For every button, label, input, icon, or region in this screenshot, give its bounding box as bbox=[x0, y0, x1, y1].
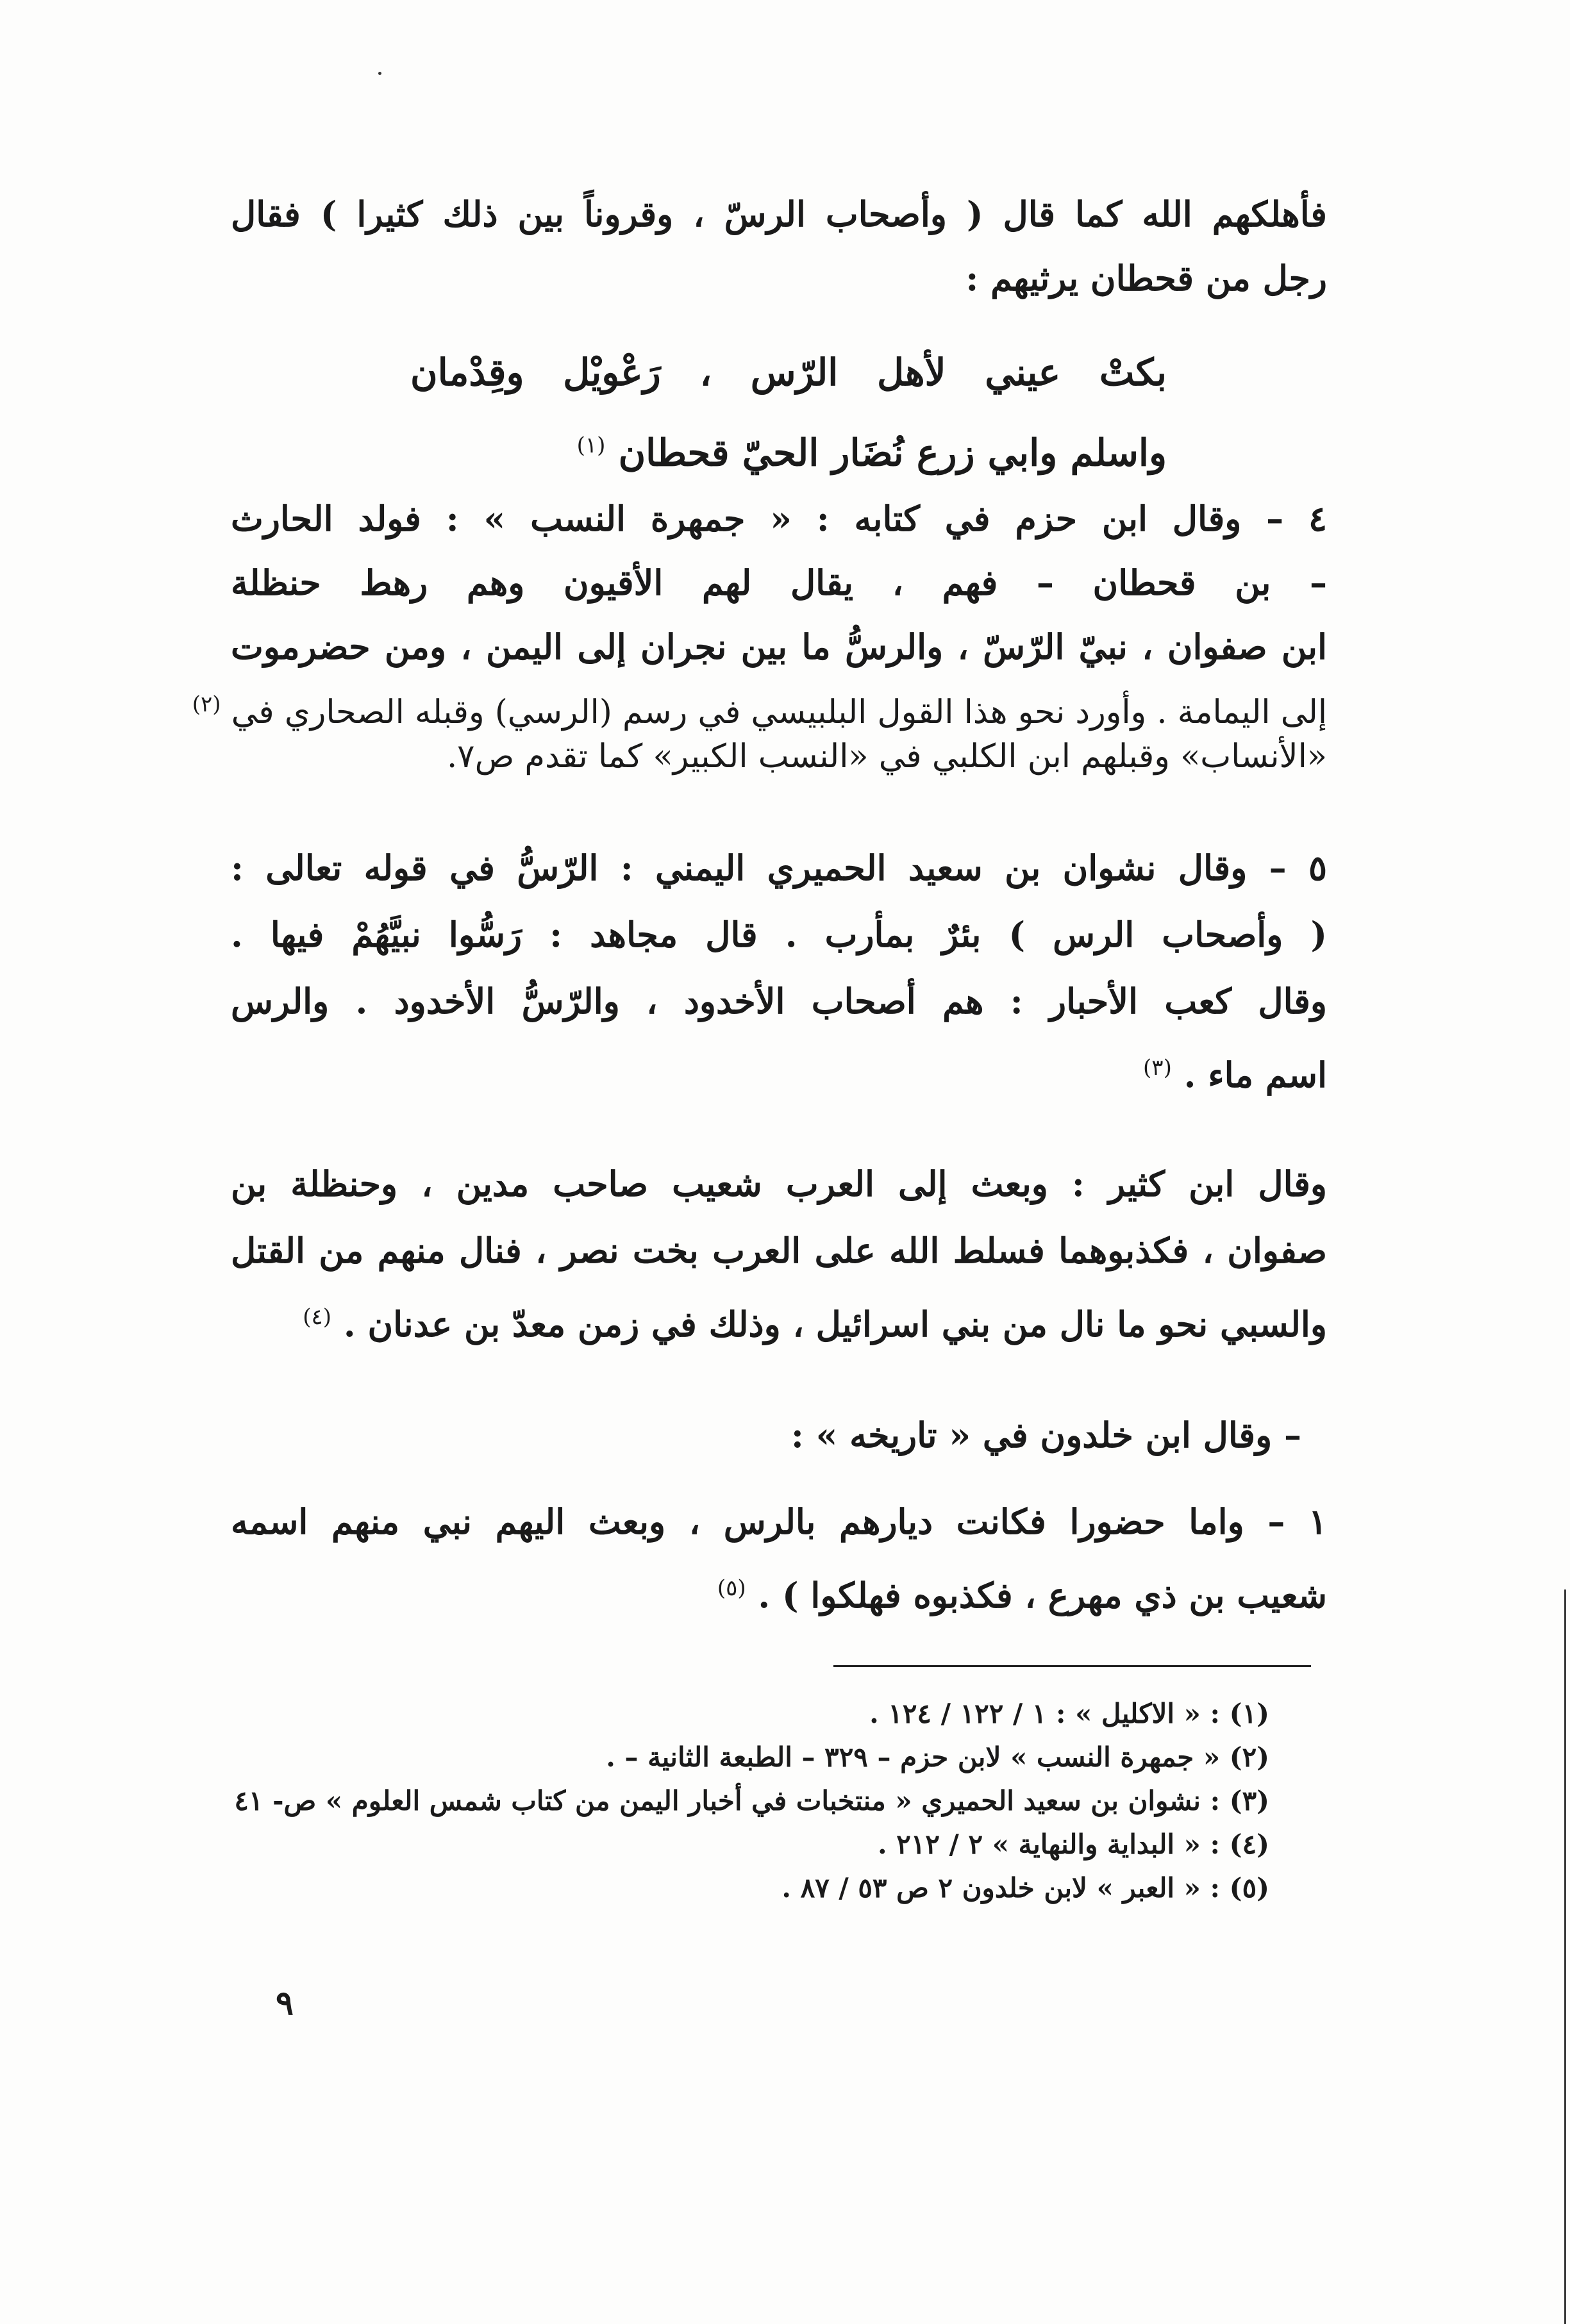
text-line: ( وأصحاب الرس ) بئرٌ بمأرب . قال مجاهد : رَسُّوا نبيَّهُمْ فيها . bbox=[231, 914, 1327, 955]
footnote-4: (٤) : « البداية والنهاية » ٢ / ٢١٢ . bbox=[878, 1829, 1269, 1860]
footnote-marker-4: (٤) bbox=[303, 1304, 332, 1330]
footnote-marker-1: (١) bbox=[576, 433, 606, 458]
scan-speck bbox=[378, 72, 381, 75]
footnote-1: (١) : « الاكليل » : ١ / ١٢٢ / ١٢٤ . bbox=[869, 1698, 1269, 1729]
footnote-marker-2: (٢) bbox=[192, 692, 221, 717]
text-line: فأهلكهم الله كما قال ( وأصحاب الرسّ ، وقروناً بين ذلك كثيرا ) فقال bbox=[231, 194, 1327, 235]
text-run: اسم ماء . bbox=[1183, 1054, 1327, 1095]
footnote-5: (٥) : « العبر » لابن خلدون ٢ ص ٥٣ / ٨٧ . bbox=[781, 1872, 1269, 1904]
text-line bbox=[231, 1563, 1327, 1616]
text-run: والسبي نحو ما نال من بني اسرائيل ، وذلك في زمن معدّ بن عدنان . bbox=[343, 1304, 1327, 1345]
footnote-marker-5: (٥) bbox=[717, 1575, 746, 1601]
footnotes bbox=[231, 1692, 1269, 1910]
text-line: صفوان ، فكذبوهما فسلط الله على العرب بخت نصر ، فنال منهم من القتل bbox=[231, 1230, 1327, 1271]
text-line: وقال كعب الأحبار : هم أصحاب الأخدود ، والرّسُّ الأخدود . والرس bbox=[231, 981, 1327, 1022]
text-line: وقال ابن كثير : وبعث إلى العرب شعيب صاحب مدين ، وحنظلة بن bbox=[231, 1163, 1327, 1204]
verse-line bbox=[410, 416, 1167, 475]
text-line: ابن صفوان ، نبيّ الرّسّ ، والرسُّ ما بين نجران إلى اليمن ، ومن حضرموت bbox=[231, 626, 1327, 667]
footnote-3: (٣) : نشوان بن سعيد الحميري « منتخبات في أخبار اليمن من كتاب شمس العلوم » ص- ٤١ bbox=[234, 1785, 1269, 1816]
page-number: ٩ bbox=[276, 1984, 294, 2023]
footnote-marker-3: (٣) bbox=[1143, 1055, 1172, 1081]
paragraph-5 bbox=[231, 1410, 1327, 1460]
text-line bbox=[231, 1292, 1327, 1345]
text-run: إلى اليمامة . وأورد نحو هذا القول البلبيسي في رسم (الرسي) وقبله الصحاري في bbox=[231, 693, 1327, 731]
paragraph-1 bbox=[231, 189, 1327, 303]
footnote-2: (٢) « جمهرة النسب » لابن حزم – ٣٢٩ – الطبعة الثانية – . bbox=[606, 1741, 1269, 1773]
text-run: شعيب بن ذي مهرع ، فكذبوه فهلكوا ) . bbox=[758, 1575, 1327, 1616]
paragraph-2 bbox=[192, 494, 1327, 782]
text-line: – بن قحطان – فهم ، يقال لهم الأقيون وهم رهط حنظلة bbox=[231, 562, 1327, 603]
text-line: ٥ – وقال نشوان بن سعيد الحميري اليمني : الرّسُّ في قوله تعالى : bbox=[231, 847, 1327, 888]
text-line: رجل من قحطان يرثيهم : bbox=[965, 258, 1327, 299]
paragraph-3 bbox=[231, 843, 1327, 1093]
verse-line: بكتْ عيني لأهل الرّس ، رَعْويْل وقِدْمان bbox=[410, 351, 1167, 394]
footnote-separator bbox=[833, 1665, 1311, 1667]
text-line bbox=[192, 679, 1327, 731]
poem-verse bbox=[410, 343, 1167, 475]
text-line bbox=[231, 1043, 1327, 1093]
scan-edge-line bbox=[1564, 1589, 1566, 2324]
verse-text: واسلم وابي زرع نُضَار الحيّ قحطان bbox=[618, 431, 1167, 475]
paragraph-4 bbox=[231, 1159, 1327, 1345]
text-line: ٤ – وقال ابن حزم في كتابه : « جمهرة النسب » : فولد الحارث bbox=[231, 498, 1327, 539]
text-line: – وقال ابن خلدون في « تاريخه » : bbox=[790, 1415, 1301, 1456]
text-line: «الأنساب» وقبلهم ابن الكلبي في «النسب الكبير» كما تقدم ص٧. bbox=[446, 738, 1327, 776]
paragraph-6 bbox=[231, 1497, 1327, 1616]
text-line: ١ – واما حضورا فكانت ديارهم بالرس ، وبعث اليهم نبي منهم اسمه bbox=[231, 1501, 1327, 1542]
